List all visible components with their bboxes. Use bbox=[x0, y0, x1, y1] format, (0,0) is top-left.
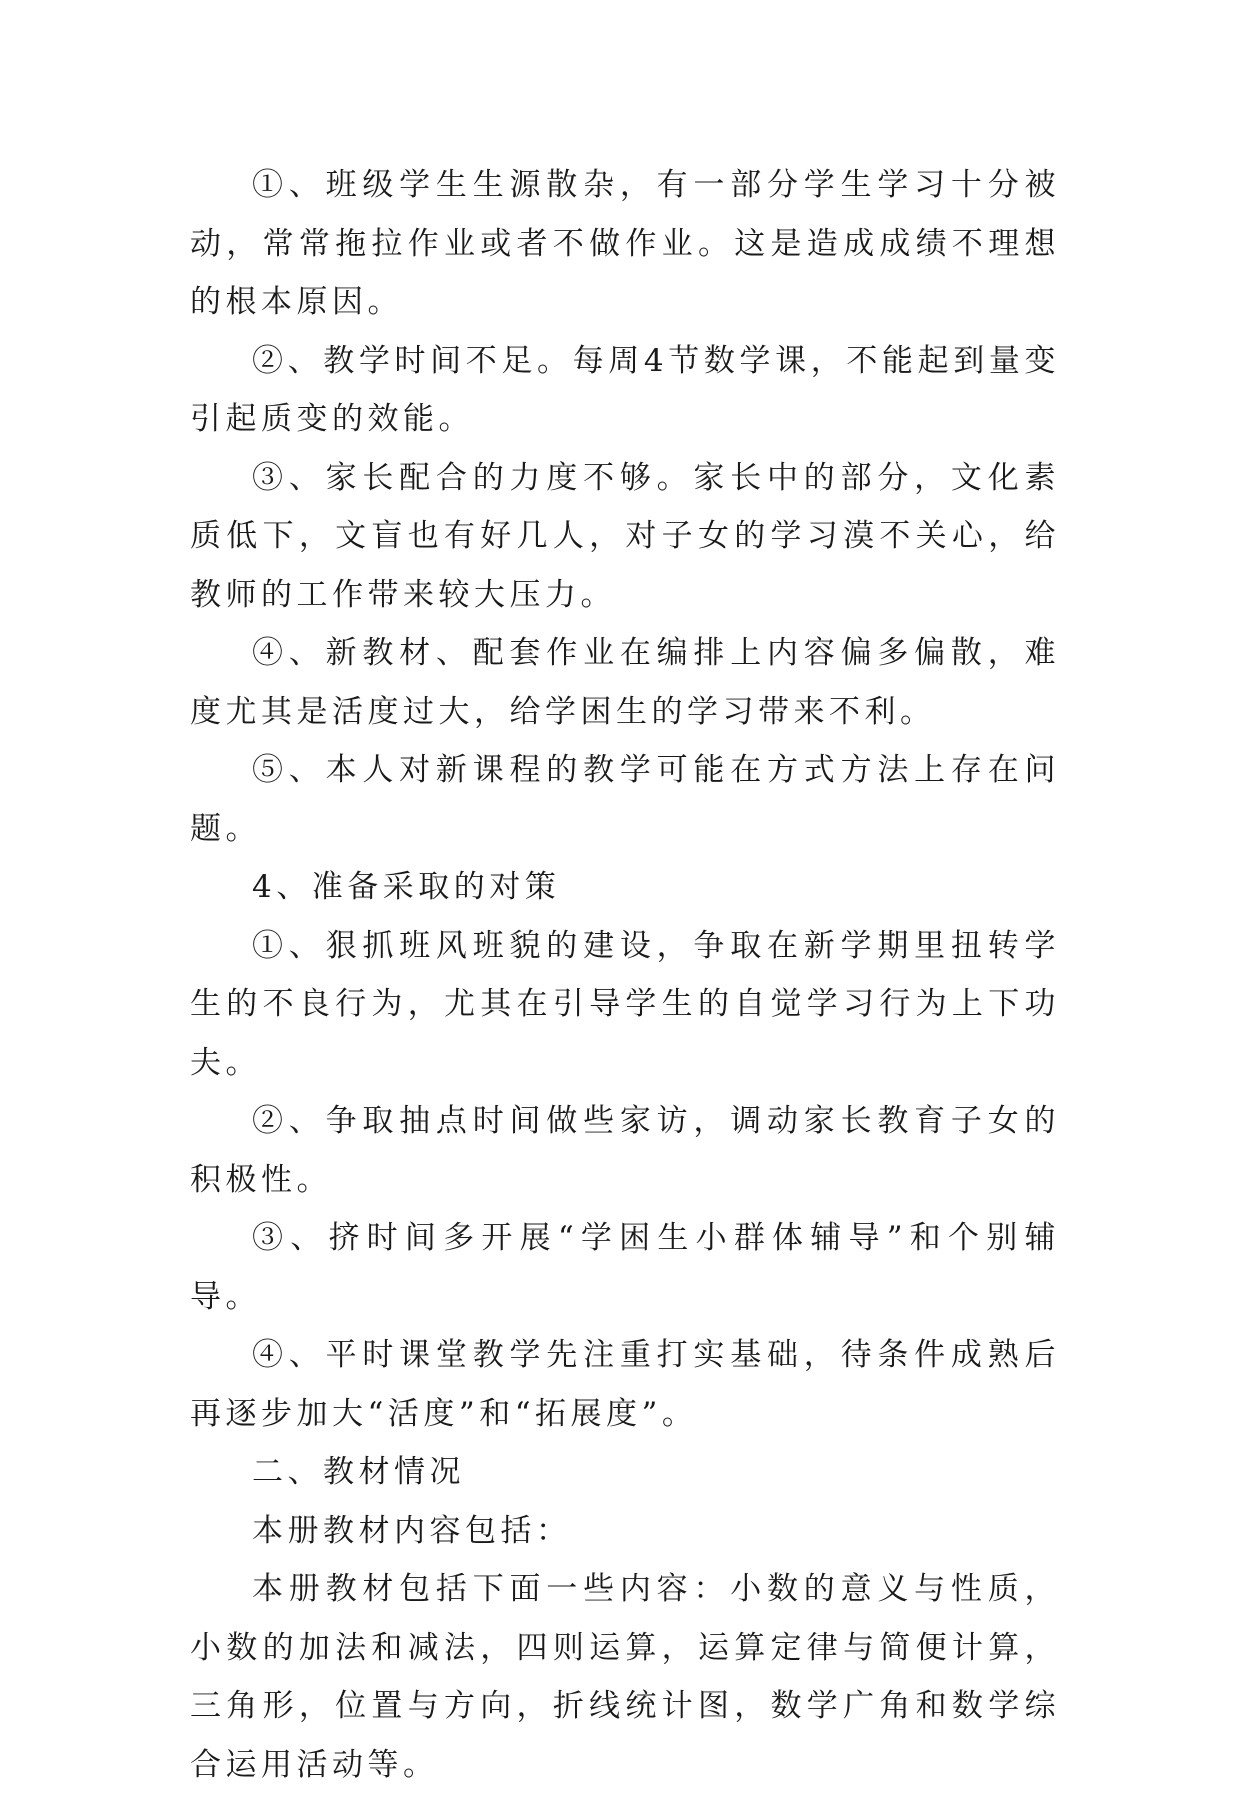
paragraph-reason-3: ③、家长配合的力度不够。家长中的部分，文化素质低下，文盲也有好几人，对子女的学习漠不关心，给教师的工作带来较大压力。 bbox=[190, 459, 1060, 613]
paragraph-reason-5: ⑤、本人对新课程的教学可能在方式方法上存在问题。 bbox=[190, 752, 1060, 847]
section-heading-textbook: 二、教材情况 bbox=[252, 1454, 465, 1490]
document-body bbox=[190, 156, 1060, 1794]
paragraph-reason-1: ①、班级学生生源散杂，有一部分学生学习十分被动，常常拖拉作业或者不做作业。这是造成成绩不理想的根本原因。 bbox=[190, 167, 1060, 320]
paragraph-reason-4: ④、新教材、配套作业在编排上内容偏多偏散，难度尤其是活度过大，给学困生的学习带来不利。 bbox=[190, 635, 1060, 730]
paragraph-measure-4: ④、平时课堂教学先注重打实基础，待条件成熟后再逐步加大“活度”和“拓展度”。 bbox=[190, 1337, 1060, 1432]
paragraph-measure-2: ②、争取抽点时间做些家访，调动家长教育子女的积极性。 bbox=[190, 1103, 1060, 1198]
paragraph-textbook-content: 本册教材包括下面一些内容：小数的意义与性质，小数的加法和减法，四则运算，运算定律与简便计算，三角形，位置与方向，折线统计图，数学广角和数学综合运用活动等。 bbox=[190, 1571, 1060, 1783]
paragraph-reason-2: ②、教学时间不足。每周4节数学课，不能起到量变引起质变的效能。 bbox=[190, 342, 1060, 437]
paragraph-textbook-intro: 本册教材内容包括： bbox=[252, 1512, 572, 1549]
section-heading-countermeasures: 4、准备采取的对策 bbox=[252, 869, 561, 905]
paragraph-measure-3: ③、挤时间多开展“学困生小群体辅导”和个别辅导。 bbox=[190, 1220, 1060, 1315]
paragraph-measure-1: ①、狠抓班风班貌的建设，争取在新学期里扭转学生的不良行为，尤其在引导学生的自觉学习行为上下功夫。 bbox=[190, 927, 1060, 1081]
